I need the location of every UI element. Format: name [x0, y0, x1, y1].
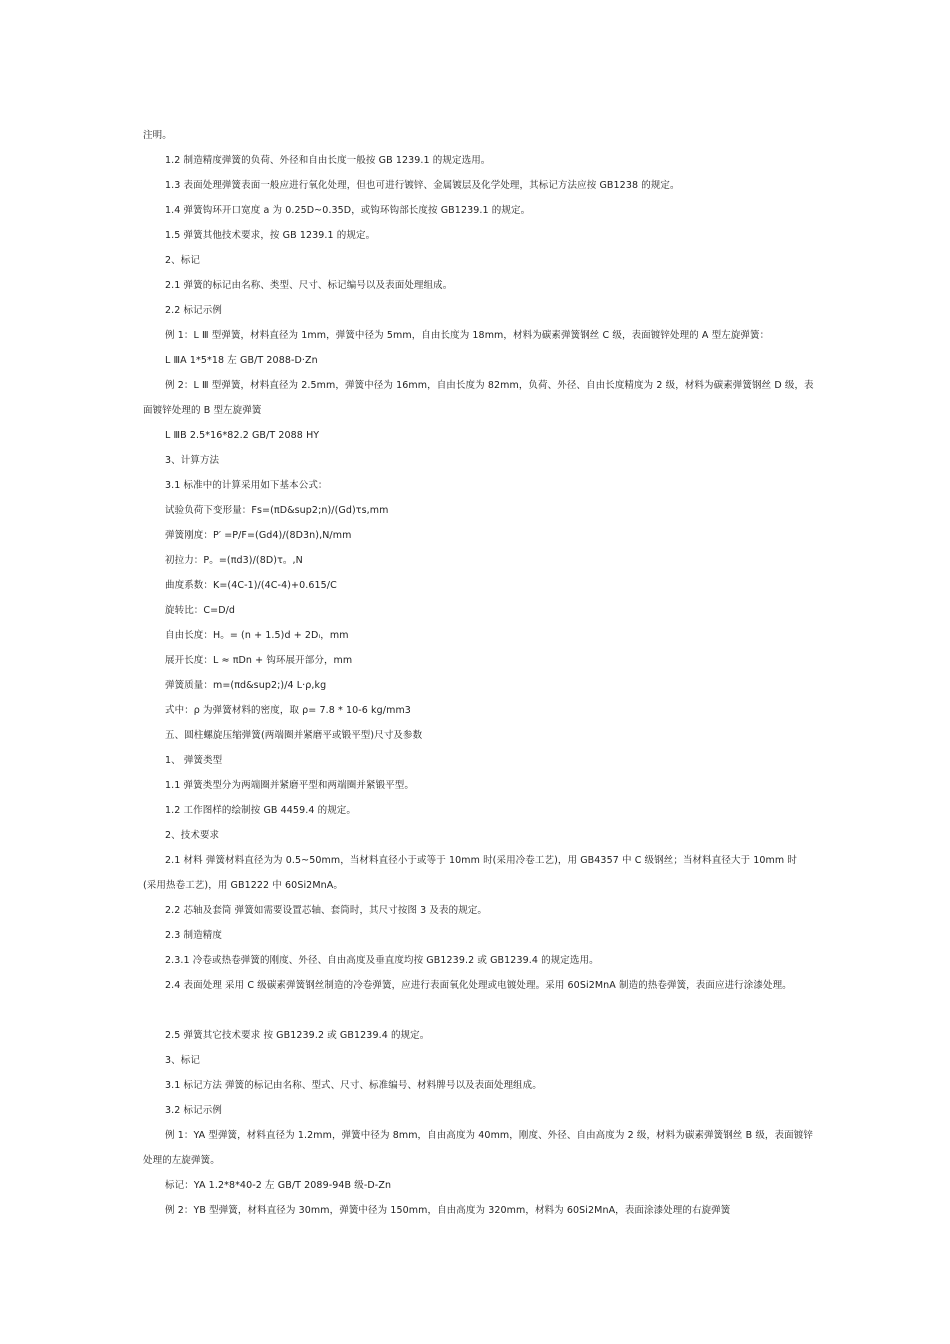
section-heading: 3、计算方法 [165, 455, 220, 466]
section-heading: 2.3 制造精度 [165, 930, 222, 941]
marking-example: 标记：YA 1.2*8*40-2 左 GB/T 2089-94B 级-D-Zn [165, 1180, 392, 1191]
section-heading: 3.2 标记示例 [165, 1105, 222, 1116]
paragraph-line: 1.3 表面处理弹簧表面一般应进行氧化处理，但也可进行镀锌、金属镀层及化学处理，其标记方法应按 GB1238 的规定。 [165, 180, 680, 191]
paragraph-line: 注明。 [143, 130, 172, 141]
paragraph-line: 2.2 芯轴及套筒 弹簧如需要设置芯轴、套筒时，其尺寸按图 3 及表的规定。 [165, 905, 488, 916]
section-heading: 2、标记 [165, 255, 200, 266]
formula-line: 弹簧质量：m=(πd&sup2;)/4 L·ρ,kg [165, 680, 327, 691]
formula-line: 自由长度：H。= (n + 1.5)d + 2Dᵢ，mm [165, 630, 349, 641]
section-heading: 3、标记 [165, 1055, 200, 1066]
paragraph-line: 2.5 弹簧其它技术要求 按 GB1239.2 或 GB1239.4 的规定。 [165, 1030, 430, 1041]
paragraph-line: 面镀锌处理的 B 型左旋弹簧 [143, 405, 262, 416]
section-heading: 2.2 标记示例 [165, 305, 222, 316]
formula-line: 式中：ρ 为弹簧材料的密度，取 ρ= 7.8 * 10-6 kg/mm3 [165, 705, 411, 716]
formula-line: 旋转比：C=D/d [165, 605, 236, 616]
paragraph-line: 例 1：YA 型弹簧，材料直径为 1.2mm，弹簧中径为 8mm，自由高度为 40mm，刚度、外径、自由高度为 2 级，材料为碳素弹簧钢丝 B 级，表面镀锌 [165, 1130, 813, 1141]
paragraph-line: 例 2：L Ⅲ 型弹簧，材料直径为 2.5mm，弹簧中径为 16mm，自由长度为 82mm，负荷、外径、自由长度精度为 2 级，材料为碳素弹簧钢丝 D 级，表 [165, 380, 814, 391]
paragraph-line: (采用热卷工艺)，用 GB1222 中 60Si2MnA。 [143, 880, 343, 891]
paragraph-line: 2.1 材料 弹簧材料直径为为 0.5~50mm，当材料直径小于或等于 10mm 时(采用冷卷工艺)，用 GB4357 中 C 级钢丝；当材料直径大于 10mm 时 [165, 855, 797, 866]
formula-line: 初拉力：P。=(πd3)/(8D)τ。,N [165, 555, 303, 566]
paragraph-line: 例 2：YB 型弹簧，材料直径为 30mm，弹簧中径为 150mm，自由高度为 320mm，材料为 60Si2MnA，表面涂漆处理的右旋弹簧 [165, 1205, 731, 1216]
paragraph-line: 2.1 弹簧的标记由名称、类型、尺寸、标记编号以及表面处理组成。 [165, 280, 453, 291]
paragraph-line: 2.3.1 冷卷或热卷弹簧的刚度、外径、自由高度及垂直度均按 GB1239.2 或 GB1239.4 的规定选用。 [165, 955, 599, 966]
paragraph-line: 2.4 表面处理 采用 C 级碳素弹簧钢丝制造的冷卷弹簧，应进行表面氧化处理或电镀处理。采用 60Si2MnA 制造的热卷弹簧，表面应进行涂漆处理。 [165, 980, 792, 991]
section-heading: 1、 弹簧类型 [165, 755, 223, 766]
formula-line: 展开长度：L ≈ πDn + 钩环展开部分，mm [165, 655, 353, 666]
paragraph-line: 处理的左旋弹簧。 [143, 1155, 220, 1166]
marking-example: L ⅢB 2.5*16*82.2 GB/T 2088 HY [165, 430, 320, 441]
paragraph-line: 3.1 标准中的计算采用如下基本公式： [165, 480, 328, 491]
marking-example: L ⅢA 1*5*18 左 GB/T 2088-D·Zn [165, 355, 318, 366]
formula-line: 弹簧刚度：P′ =P/F=(Gd4)/(8D3n),N/mm [165, 530, 352, 541]
paragraph-line: 1.1 弹簧类型分为两端圈并紧磨平型和两端圈并紧锻平型。 [165, 780, 414, 791]
paragraph-line: 3.1 标记方法 弹簧的标记由名称、型式、尺寸、标准编号、材料牌号以及表面处理组成。 [165, 1080, 542, 1091]
paragraph-line: 1.2 工作图样的绘制按 GB 4459.4 的规定。 [165, 805, 357, 816]
formula-line: 曲度系数：K=(4C-1)/(4C-4)+0.615/C [165, 580, 337, 591]
formula-line: 试验负荷下变形量：Fs=(πD&sup2;n)/(Gd)τs,mm [165, 505, 389, 516]
section-heading: 2、技术要求 [165, 830, 220, 841]
paragraph-line: 1.2 制造精度弹簧的负荷、外径和自由长度一般按 GB 1239.1 的规定选用。 [165, 155, 491, 166]
paragraph-line: 1.5 弹簧其他技术要求，按 GB 1239.1 的规定。 [165, 230, 376, 241]
paragraph-line: 例 1：L Ⅲ 型弹簧，材料直径为 1mm，弹簧中径为 5mm，自由长度为 18mm，材料为碳素弹簧钢丝 C 级，表面镀锌处理的 A 型左旋弹簧： [165, 330, 770, 341]
chapter-heading: 五、圆柱螺旋压缩弹簧(两端圈并紧磨平或锻平型)尺寸及参数 [165, 730, 423, 741]
paragraph-line: 1.4 弹簧钩环开口宽度 a 为 0.25D~0.35D，或钩环钩部长度按 GB1239.1 的规定。 [165, 205, 531, 216]
